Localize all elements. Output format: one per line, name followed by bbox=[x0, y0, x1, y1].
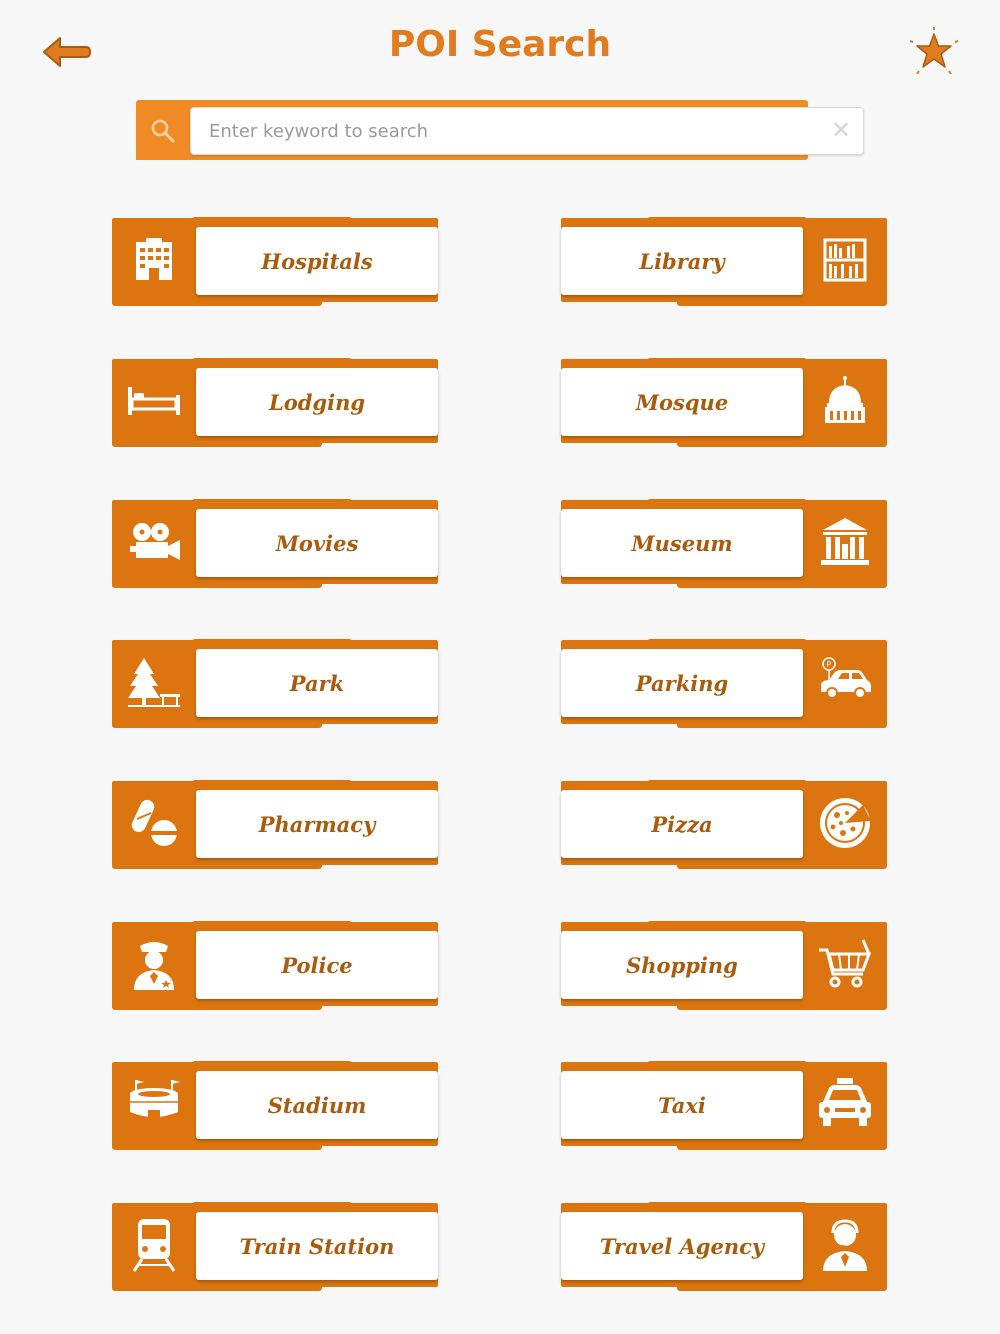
category-taxi[interactable] bbox=[561, 1062, 887, 1150]
taxi-icon bbox=[817, 1076, 873, 1132]
park-tree-icon bbox=[126, 654, 182, 710]
category-label: Shopping bbox=[626, 952, 738, 978]
category-label: Taxi bbox=[658, 1092, 706, 1118]
category-movies[interactable] bbox=[112, 500, 438, 588]
category-label: Movies bbox=[275, 530, 359, 556]
category-label: Train Station bbox=[239, 1233, 395, 1259]
museum-icon bbox=[817, 514, 873, 570]
category-label: Museum bbox=[631, 530, 733, 556]
category-label: Parking bbox=[635, 670, 729, 696]
category-label: Stadium bbox=[267, 1092, 367, 1118]
bed-icon bbox=[126, 373, 182, 429]
pizza-icon bbox=[817, 795, 873, 851]
mosque-icon bbox=[817, 373, 873, 429]
category-mosque[interactable] bbox=[561, 359, 887, 447]
travel-agent-icon bbox=[817, 1217, 873, 1273]
svg-text:P: P bbox=[826, 660, 832, 669]
category-stadium[interactable] bbox=[112, 1062, 438, 1150]
category-travel-agency[interactable] bbox=[561, 1203, 887, 1291]
stadium-icon bbox=[126, 1076, 182, 1132]
shopping-cart-icon bbox=[817, 936, 873, 992]
category-hospitals[interactable] bbox=[112, 218, 438, 306]
category-label: Lodging bbox=[268, 389, 366, 415]
category-label: Pharmacy bbox=[258, 811, 376, 837]
category-lodging[interactable] bbox=[112, 359, 438, 447]
category-label: Library bbox=[639, 248, 725, 274]
category-shopping[interactable] bbox=[561, 922, 887, 1010]
close-icon[interactable]: ✕ bbox=[830, 116, 852, 144]
hospital-icon bbox=[126, 232, 182, 288]
parking-car-icon bbox=[811, 654, 879, 710]
category-label: Travel Agency bbox=[599, 1233, 765, 1259]
category-label: Park bbox=[289, 670, 345, 696]
movie-camera-icon bbox=[126, 514, 182, 570]
category-label: Police bbox=[281, 952, 353, 978]
category-police[interactable] bbox=[112, 922, 438, 1010]
category-label: Pizza bbox=[651, 811, 713, 837]
category-pizza[interactable] bbox=[561, 781, 887, 869]
page-title: POI Search bbox=[388, 24, 612, 65]
train-icon bbox=[126, 1217, 182, 1273]
library-icon bbox=[817, 232, 873, 288]
category-train-station[interactable] bbox=[112, 1203, 438, 1291]
police-officer-icon bbox=[126, 936, 182, 992]
category-label: Hospitals bbox=[261, 248, 373, 274]
category-museum[interactable] bbox=[561, 500, 887, 588]
category-pharmacy[interactable] bbox=[112, 781, 438, 869]
pills-icon bbox=[126, 795, 182, 851]
category-parking[interactable] bbox=[561, 640, 887, 728]
category-library[interactable] bbox=[561, 218, 887, 306]
category-label: Mosque bbox=[635, 389, 729, 415]
category-park[interactable] bbox=[112, 640, 438, 728]
